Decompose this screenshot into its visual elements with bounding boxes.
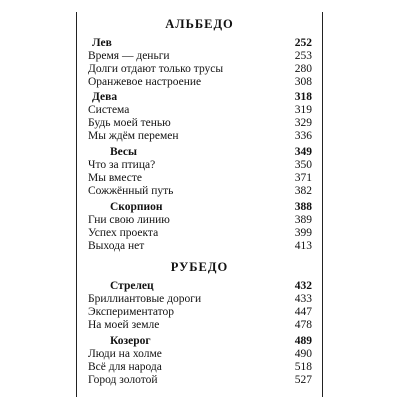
page-number: 253 bbox=[294, 50, 312, 62]
part-title-albedo: АЛЬБЕДО bbox=[165, 17, 234, 31]
entry-title: Бриллиантовые дороги bbox=[88, 293, 202, 305]
toc-entry[interactable] bbox=[88, 62, 312, 76]
part-title-rubedo: РУБЕДО bbox=[170, 260, 229, 274]
toc-entry[interactable] bbox=[88, 184, 312, 198]
section-title: Скорпион bbox=[110, 201, 163, 213]
page-number: 349 bbox=[294, 146, 312, 158]
toc-entry[interactable] bbox=[88, 360, 312, 374]
entry-title: Экспериментатор bbox=[88, 306, 175, 318]
page-number: 432 bbox=[294, 280, 312, 292]
toc-entry[interactable] bbox=[88, 373, 312, 387]
entry-title: Город золотой bbox=[88, 374, 158, 386]
toc-entry[interactable] bbox=[88, 305, 312, 319]
page-number: 252 bbox=[294, 37, 312, 49]
page-number: 413 bbox=[294, 240, 312, 252]
section-title: Козерог bbox=[110, 335, 151, 347]
toc-entry[interactable] bbox=[88, 213, 312, 227]
entry-title: Долги отдают только трусы bbox=[88, 63, 224, 75]
entry-title: Система bbox=[88, 104, 130, 116]
toc-entry[interactable] bbox=[88, 318, 312, 332]
section-title: Лев bbox=[92, 37, 112, 49]
page-number: 350 bbox=[294, 159, 312, 171]
toc-entry[interactable] bbox=[88, 75, 312, 89]
page-number: 447 bbox=[294, 306, 312, 318]
entry-title: Время — деньги bbox=[88, 50, 170, 62]
page-number: 336 bbox=[294, 130, 312, 142]
toc-entry[interactable] bbox=[88, 239, 312, 253]
page-number: 388 bbox=[294, 201, 312, 213]
toc-section-libra[interactable] bbox=[88, 145, 312, 159]
toc-entry[interactable] bbox=[88, 347, 312, 361]
page-number: 518 bbox=[294, 361, 312, 373]
toc-entry[interactable] bbox=[88, 129, 312, 143]
toc-entry[interactable] bbox=[88, 292, 312, 306]
entry-title: Оранжевое настроение bbox=[88, 76, 202, 88]
page-number: 489 bbox=[294, 335, 312, 347]
page-number: 329 bbox=[294, 117, 312, 129]
page-number: 308 bbox=[294, 76, 312, 88]
toc-entry[interactable] bbox=[88, 116, 312, 130]
toc-entry[interactable] bbox=[88, 49, 312, 63]
toc-entry[interactable] bbox=[88, 226, 312, 240]
entry-title: Успех проекта bbox=[88, 227, 159, 239]
entry-title: На моей земле bbox=[88, 319, 160, 331]
entry-title: Всё для народа bbox=[88, 361, 162, 373]
page-number: 389 bbox=[294, 214, 312, 226]
entry-title: Мы вместе bbox=[88, 172, 142, 184]
page-number: 399 bbox=[294, 227, 312, 239]
toc-section-scorpio[interactable] bbox=[88, 200, 312, 214]
entry-title: Будь моей тенью bbox=[88, 117, 171, 129]
entry-title: Что за птица? bbox=[88, 159, 156, 171]
section-title: Дева bbox=[92, 91, 118, 103]
toc-section-virgo[interactable] bbox=[88, 90, 312, 104]
toc-entry[interactable] bbox=[88, 171, 312, 185]
toc-section-sagittarius[interactable] bbox=[88, 279, 312, 293]
page-number: 318 bbox=[294, 91, 312, 103]
toc-entry[interactable] bbox=[88, 158, 312, 172]
toc-entry[interactable] bbox=[88, 103, 312, 117]
page-number: 527 bbox=[294, 374, 312, 386]
page-number: 478 bbox=[294, 319, 312, 331]
entry-title: Сожжённый путь bbox=[88, 185, 174, 197]
entry-title: Мы ждём перемен bbox=[88, 130, 179, 142]
page-number: 433 bbox=[294, 293, 312, 305]
page-number: 371 bbox=[294, 172, 312, 184]
toc-section-leo[interactable] bbox=[88, 36, 312, 50]
section-title: Стрелец bbox=[110, 280, 154, 292]
entry-title: Выхода нет bbox=[88, 240, 145, 252]
section-title: Весы bbox=[110, 146, 137, 158]
page-number: 382 bbox=[294, 185, 312, 197]
page-number: 319 bbox=[294, 104, 312, 116]
page-number: 490 bbox=[294, 348, 312, 360]
page-number: 280 bbox=[294, 63, 312, 75]
entry-title: Гни свою линию bbox=[88, 214, 170, 226]
toc-section-capricorn[interactable] bbox=[88, 334, 312, 348]
entry-title: Люди на холме bbox=[88, 348, 162, 360]
